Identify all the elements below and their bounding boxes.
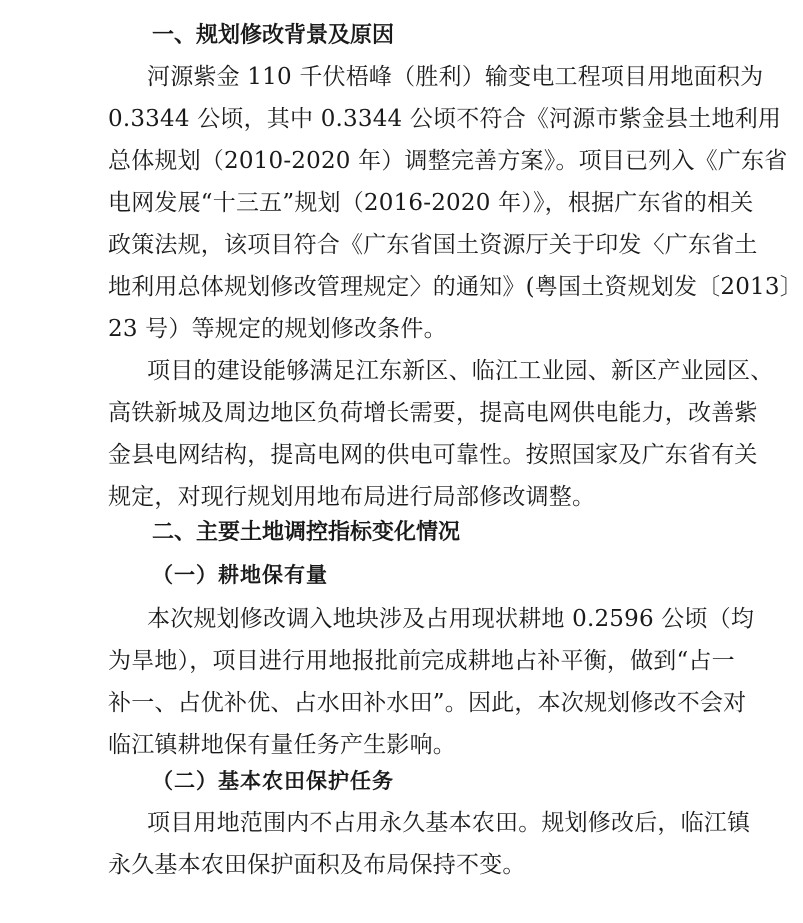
paragraph-2-line-2: 高铁新城及周边地区负荷增长需要，提高电网供电能力，改善紫 [108, 400, 758, 426]
section-1-heading: 一、规划修改背景及原因 [152, 23, 395, 48]
paragraph-3-line-4: 临江镇耕地保有量任务产生影响。 [108, 732, 456, 758]
paragraph-3-line-3: 补一、占优补优、占水田补水田”。因此，本次规划修改不会对 [108, 690, 747, 716]
paragraph-1-line-1: 河源紫金 110 千伏梧峰（胜利）输变电工程项目用地面积为 [147, 64, 764, 90]
paragraph-1-line-4: 电网发展“十三五”规划（2016-2020 年）》，根据广东省的相关 [108, 190, 754, 216]
paragraph-2-line-3: 金县电网结构，提高电网的供电可靠性。按照国家及广东省有关 [108, 442, 758, 468]
paragraph-1-line-6: 地利用总体规划修改管理规定〉的通知》(粤国土资规划发〔2013〕 [108, 274, 803, 300]
subsection-1-heading: （一）耕地保有量 [152, 562, 328, 587]
paragraph-1-line-5: 政策法规，该项目符合《广东省国土资源厅关于印发〈广东省土 [108, 232, 758, 258]
paragraph-4-line-1: 项目用地范围内不占用永久基本农田。规划修改后，临江镇 [147, 810, 751, 836]
paragraph-1-line-2: 0.3344 公顷，其中 0.3344 公顷不符合《河源市紫金县土地利用 [108, 106, 782, 132]
paragraph-1-line-3: 总体规划（2010-2020 年）调整完善方案》。项目已列入《广东省 [108, 148, 788, 174]
subsection-2-heading: （二）基本农田保护任务 [152, 768, 394, 793]
paragraph-3-line-2: 为旱地），项目进行用地报批前完成耕地占补平衡，做到“占一 [108, 648, 735, 674]
paragraph-4-line-2: 永久基本农田保护面积及布局保持不变。 [108, 852, 526, 878]
paragraph-1-line-7: 23 号）等规定的规划修改条件。 [108, 316, 447, 342]
paragraph-3-line-1: 本次规划修改调入地块涉及占用现状耕地 0.2596 公顷（均 [147, 606, 755, 632]
section-2-heading: 二、主要土地调控指标变化情况 [152, 520, 461, 545]
paragraph-2-line-1: 项目的建设能够满足江东新区、临江工业园、新区产业园区、 [147, 358, 774, 384]
paragraph-2-line-4: 规定，对现行规划用地布局进行局部修改调整。 [108, 484, 596, 510]
